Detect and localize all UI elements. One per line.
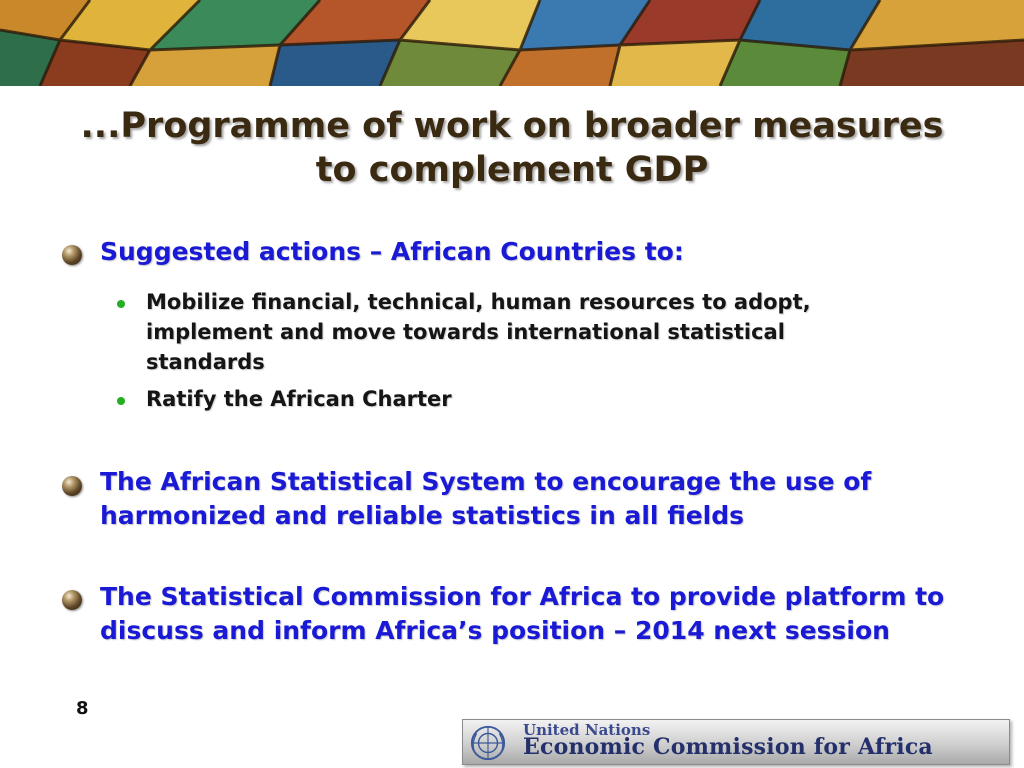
slide-title-line-1: ...Programme of work on broader measures xyxy=(80,106,944,146)
page-number: 8 xyxy=(76,698,89,719)
un-emblem-icon xyxy=(469,724,507,762)
stained-glass-image xyxy=(0,0,1024,86)
slide-title-line-2: to complement GDP xyxy=(315,150,709,190)
uneca-logo xyxy=(462,719,1010,765)
sub-bullet-2: Ratify the African Charter xyxy=(146,387,452,411)
bronze-sphere-bullet-icon xyxy=(62,476,82,496)
main-bullet-2: The African Statistical System to encourage the use of harmonized and reliable statistics in all fields xyxy=(100,467,872,530)
bronze-sphere-bullet-icon xyxy=(62,245,82,265)
stained-glass-banner xyxy=(0,0,1024,86)
green-dot-bullet-icon xyxy=(117,300,125,308)
green-dot-bullet-icon xyxy=(117,397,125,405)
org-name-line-2: Economic Commission for Africa xyxy=(523,734,933,760)
slide-title xyxy=(40,104,984,192)
bronze-sphere-bullet-icon xyxy=(62,590,82,610)
org-name-line-1: United Nations xyxy=(523,721,651,739)
sub-bullet-1: Mobilize financial, technical, human resources to adopt, implement and move towards international statistical standards xyxy=(146,290,811,374)
main-bullet-3: The Statistical Commission for Africa to provide platform to discuss and inform Africa’s position – 2014 next session xyxy=(100,582,945,645)
main-bullet-1: Suggested actions – African Countries to: xyxy=(100,237,684,266)
